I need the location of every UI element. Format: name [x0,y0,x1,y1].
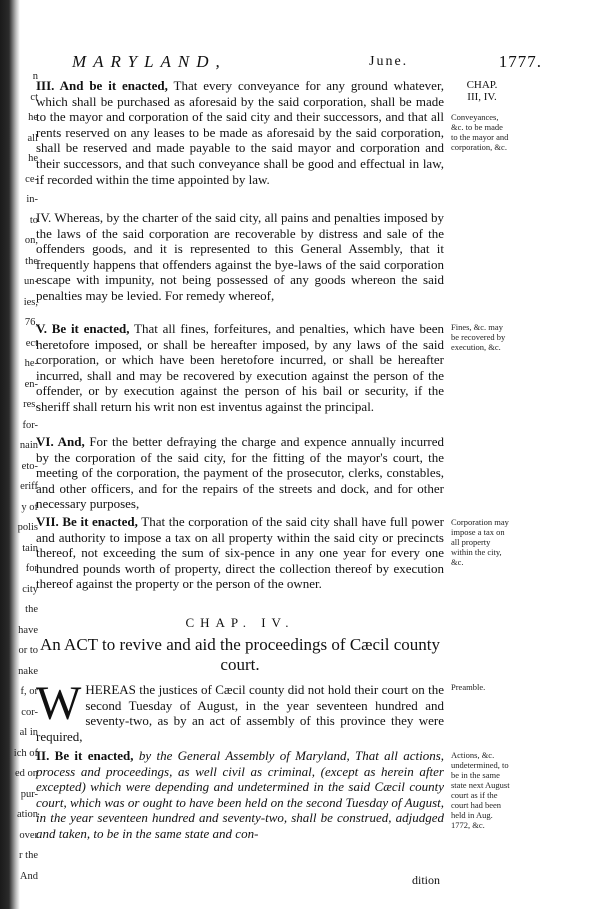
prev-column-fragment: nake [18,665,38,677]
prev-column-fragment: he [28,153,38,164]
running-header [72,52,542,74]
section-3: III. And be it enacted, That every conveyance for any ground whatever, which shall be purchased as aforesaid by the said corporation, shall be made to the mayor and corporation of the said city and their successors, and that all rents reserved on any leases to be made as aforesaid by the said corporation, shall be reserved and made payable to the said mayor and corporation and their successors, and that such conveyance shall be good and effectual in law, if recorded within the time appointed by law. [36,78,445,187]
prev-column-fragment: ct [30,91,38,103]
prev-column-fragment: eriff [20,481,38,492]
prev-column-fragment: the [25,604,38,615]
prev-column-fragment: ect [25,337,38,349]
section-7: VII. Be it enacted, That the corporation of the said city shall have full power and authority to impose a tax on all property within the said city or precincts thereof, not exceeding the sum of six-pence in any one year for every one hundred pounds worth of property, direct the collection thereof by execution thereof against the property or the person of the owner. [36,514,445,592]
prev-column-fragment: over [19,829,38,841]
prev-column-fragment: have [18,624,38,636]
side-note-fines: Fines, &c. may be recovered by execution, &c. [451,322,506,352]
prev-column-fragment: tain [22,542,38,554]
prev-column-fragment: ich of [13,747,38,759]
prev-column-fragment: cor- [21,706,38,718]
preamble: WHEREAS the justices of Cæcil county did not hold their court on the second Tuesday of August, in the year seventeen hundred and seventy-two, as by an act of assembly of this province they were required, [36,677,444,744]
prev-column-fragment: nain [19,440,38,451]
prev-column-fragment: y of [21,501,38,513]
prev-column-fragment: to [29,214,38,226]
prev-column-fragment: he- [24,358,38,369]
prev-column-fragment: for- [22,419,38,431]
prev-column-fragment: all [27,132,38,144]
header-month: June. [369,54,409,69]
catchword: dition [412,873,441,887]
prev-column-fragment: en- [24,378,38,390]
prev-column-fragment: ed on [14,768,38,779]
prev-column-fragment: on, [24,235,38,246]
prev-column-fragment: eto- [21,460,38,472]
prev-column-fragment: un- [24,276,38,287]
prev-column-fragment: he [28,112,38,123]
prev-column-fragment: f, or [20,686,38,697]
prev-column-fragment: or to [18,645,38,656]
chapter-heading: CHAP. IV. [185,615,295,630]
prev-column-fragment: ies, [23,296,38,308]
act-title: An ACT to revive and aid the proceedings of Cæcil county court. [39,635,441,674]
header-title: MARYLAND, [72,52,227,71]
section-4: IV. Whereas, by the charter of the said city, all pains and penalties imposed by the laws of the said corporation are recoverable by distress and sale of the offenders goods, and it is represented to this General Assembly, that it frequently happens that offenders against the bye-laws of the said corporation escape with impunity, not being possessed of any goods whereon the said penalties may be levied. For remedy whereof, [36,210,444,303]
prev-column-fragment: the [25,255,38,267]
header-year: 1777. [498,52,542,71]
prev-column-fragment: city [22,583,38,595]
side-note-preamble: Preamble. [451,682,486,692]
side-note-conveyances: Conveyances, &c. to be made to the mayor and corporation, &c. [451,112,509,152]
prev-column-fragment: n [32,71,38,82]
prev-column-fragment: r the [19,850,38,861]
prev-column-fragment: ce- [25,173,38,185]
prev-column-fragment: for [25,563,38,574]
prev-column-fragment: res, [23,399,38,410]
prev-column-fragment: al in [19,727,38,738]
prev-column-fragment: pur- [20,788,38,800]
prev-column-fragment: in- [26,194,38,205]
prev-column-fragment: And [19,870,38,882]
section-6: VI. And, For the better defraying the charge and expence annually incurred by the corporation of the said city, for the fitting of the mayor's court, the meeting of the corporation, the payment of the prosecutor, clerks, constables, and other officers, and for the repairs of the streets and dock, and for other necessary purposes, [36,434,444,512]
side-note-corporation-tax: Corporation may impose a tax on all property within the city, &c. [451,517,509,567]
prev-column-fragment: ation [17,809,38,820]
prev-column-fragment: polis [17,522,38,533]
section-5: V. Be it enacted, That all fines, forfeitures, and penalties, which have been heretofore imposed, or shall be hereafter imposed, by any laws of the said corporation, or which have been heretofore incurred, or shall be hereafter incurred, shall and may be recovered by execution against the person of the offender, or by execution against the person of his bail or security, if the sheriff shall return his writ non est inventus against the principal. [36,321,444,414]
side-note-actions: Actions, &c. undetermined, to be in the same state next August court as if the court had been held in Aug. 1772, &c. [451,750,510,830]
chapter-marginal-note: CHAP. III, IV. [466,79,498,103]
drop-cap: W [36,677,82,730]
prev-column-fragment: 76, [24,317,38,328]
section-2: II. Be it enacted, by the General Assembly of Maryland, That all actions, process and proceedings, as well civil as criminal, (except as herein after excepted) which were depending and undetermined in the said Cæcil county court, which was or ought to have been held on the second Tuesday of August, in the year seventeen hundred and seventy-two, shall be construed, adjudged and taken, to be in the same state and con- [36,748,445,841]
